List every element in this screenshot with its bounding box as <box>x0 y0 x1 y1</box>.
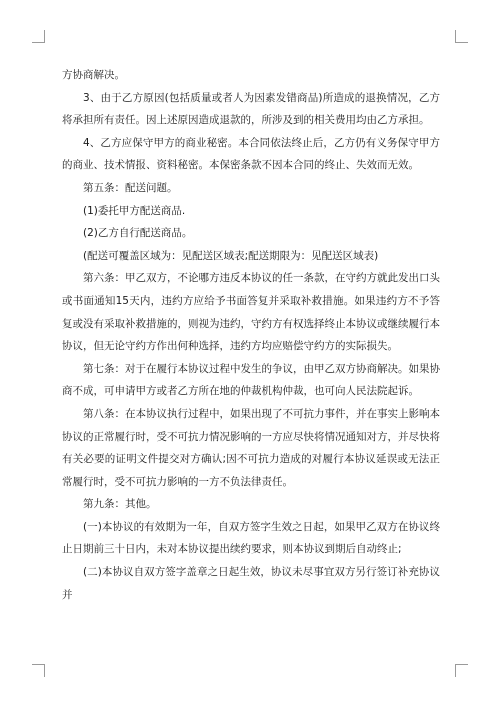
paragraph: 第八条：在本协议执行过程中，如果出现了不可抗力事件，并在事实上影响本协议的正常履行时，受不可抗力情况影响的一方应尽快将情况通知对方，并尽快将有关必要的证明文件提交对方确认;因不可抗力造成的对履行本协议延误或无法正常履行时，受不可抗力影响的一方不负法律责任。 <box>62 407 440 488</box>
paragraph: (2)乙方自行配送商品。 <box>83 227 193 240</box>
section-heading: 第五条：配送问题。 <box>83 181 178 194</box>
crop-mark-bottom-left <box>32 664 45 677</box>
paragraph: (二)本协议自双方签字盖章之日起生效，协议未尽事宜双方另行签订补充协议并 <box>62 566 440 601</box>
paragraph: 3、由于乙方原因(包括质量或者人为因素发错商品)所造成的退换情况，乙方将承担所有责任。因上述原因造成退款的，所涉及到的相关费用均由乙方承担。 <box>62 91 440 127</box>
paragraph: 第七条：对于在履行本协议过程中发生的争议，由甲乙双方协商解决。如果协商不成，可申请甲方或者乙方所在地的仲裁机构仲裁，也可向人民法院起诉。 <box>62 362 440 398</box>
crop-mark-bottom-right <box>455 664 468 677</box>
paragraph: 第六条：甲乙双方，不论哪方违反本协议的任一条款，在守约方就此发出口头或书面通知15天内，违约方应给予书面答复并采取补救措施。如果违约方不予答复或没有采取补救措施的，则视为违约，守约方有权选择终止本协议或继续履行本协议，但无论守约方作出何种选择，违约方均应赔偿守约方的实际损失。 <box>62 272 440 353</box>
crop-mark-top-right <box>455 30 468 43</box>
document-body <box>62 64 440 606</box>
section-heading: 第九条：其他。 <box>83 498 157 511</box>
paragraph: 4、乙方应保守甲方的商业秘密。本合同依法终止后，乙方仍有义务保守甲方的商业、技术情报、资料秘密。本保密条款不因本合同的终止、失效而无效。 <box>62 136 440 172</box>
paragraph: (配送可覆盖区域为：见配送区域表;配送期限为：见配送区域表) <box>83 249 379 262</box>
paragraph: (一)本协议的有效期为一年，自双方签字生效之日起，如果甲乙双方在协议终止日期前三十日内，未对本协议提出续约要求，则本协议到期后自动终止; <box>62 520 440 556</box>
paragraph: (1)委托甲方配送商品. <box>83 204 186 217</box>
paragraph: 方协商解决。 <box>62 69 125 81</box>
crop-mark-top-left <box>32 30 45 43</box>
